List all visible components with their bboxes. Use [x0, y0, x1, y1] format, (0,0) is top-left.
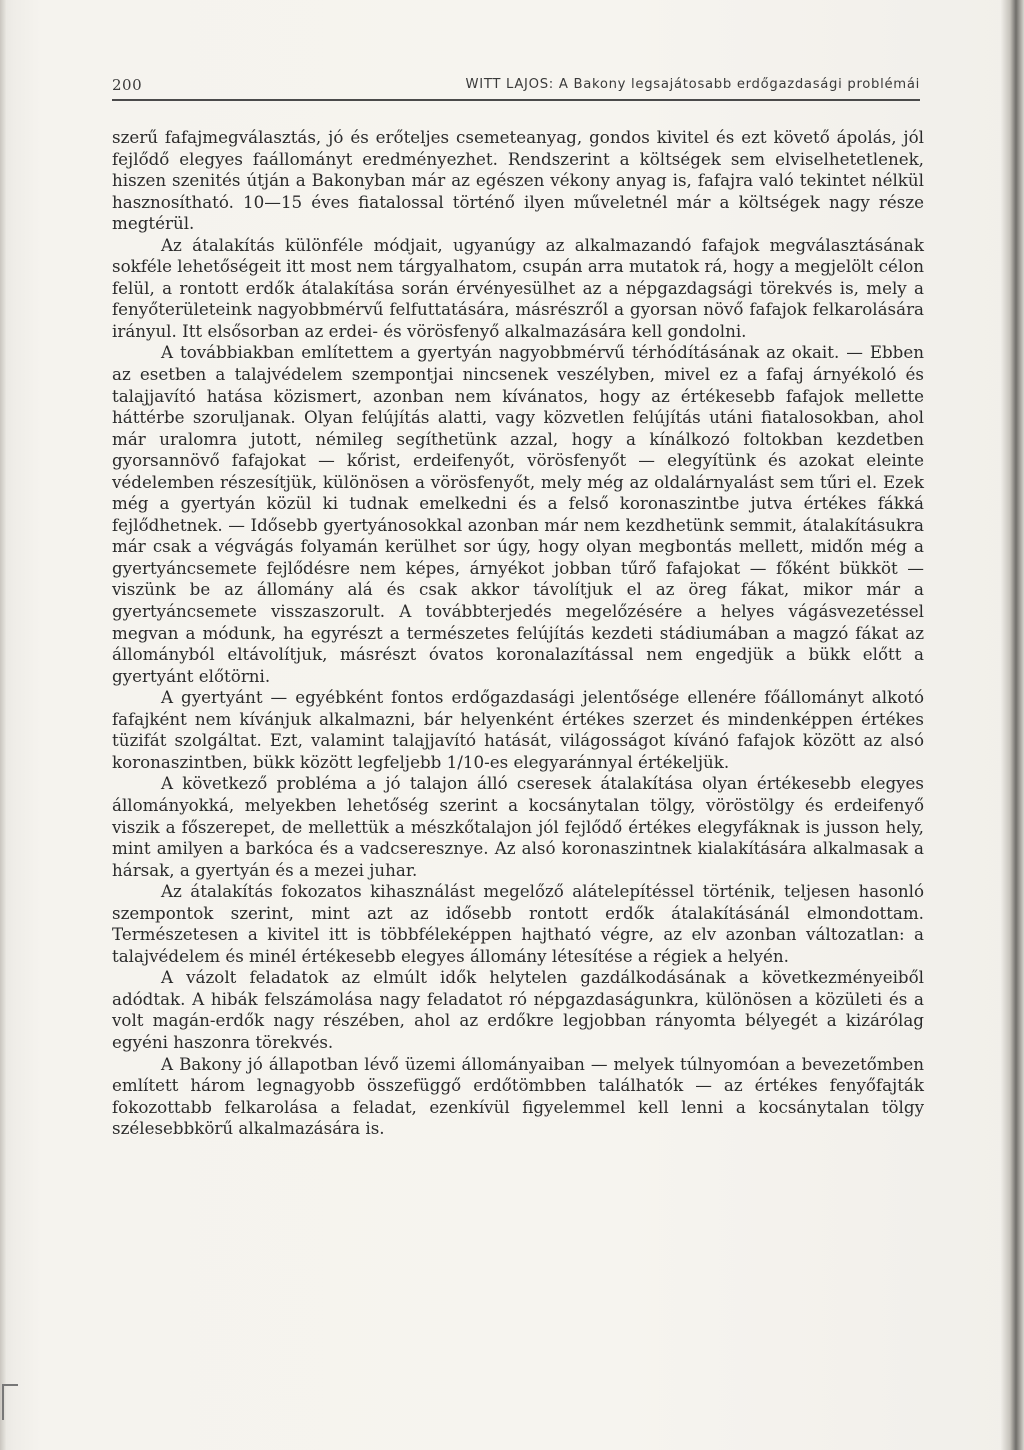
paragraph: A továbbiakban említettem a gyertyán nagyobbmérvű térhódításának az okait. — Ebben az esetben a talajvédelem szempontjai nincsenek veszélyben, mivel ez a fafaj árnyékoló és talajjavító hatása közismert, azonban nem kívánatos, hogy az értékesebb fafajok mellette háttérbe szoruljanak. Olyan felújítás alatti, vagy közvetlen felújítás utáni fiatalosokban, ahol már uralomra jutott, némileg segíthetünk azzal, hogy a kínálkozó foltokban kezdetben gyorsannövő fafajokat — kőrist, erdeifenyőt, vörösfenyőt — elegyítünk és azokat eleinte védelemben részesítjük, különösen a vörösfenyőt, mely még az oldalárnyalást sem tűri el. Ezek még a gyertyán közül ki tudnak emelkedni és a felső koronaszintbe jutva értékes fákká fejlődhetnek. — Idősebb gyertyánosokkal azonban már nem kezdhetünk semmit, átalakításukra már csak a végvágás folyamán kerülhet sor úgy, hogy olyan megbontás mellett, midőn még a gyertyáncsemete fejlődésre nem képes, árnyékot jobban tűrő fafajokat — főként bükköt — viszünk be az állomány alá és csak akkor távolítjuk el az öreg fákat, mikor már a gyertyáncsemete visszaszorult. A továbbterjedés megelőzésére a helyes vágásvezetéssel megvan a módunk, ha egyrészt a természetes felújítás kezdeti stádiumában a magzó fákat az állományból eltávolítjuk, másrészt óvatos koronalazítással nem engedjük a bükk előtt a gyertyánt előtörni. — [112, 342, 924, 686]
page-edge-right — [1000, 0, 1024, 1450]
paragraph: A Bakony jó állapotban lévő üzemi állományaiban — melyek túlnyomóan a bevezetőmben említett három legnagyobb összefüggő erdőtömbben találhatók — az értékes fenyőfajták fokozottabb felkarolása a feladat, ezenkívül figyelemmel kell lenni a kocsánytalan tölgy szélesebbkörű alkalmazására is. — [112, 1053, 924, 1139]
scan-corner-mark — [2, 1384, 18, 1420]
paragraph: Az átalakítás különféle módjait, ugyanúgy az alkalmazandó fafajok megválasztásának sokféle lehetőségeit itt most nem tárgyalhatom, csupán arra mutatok rá, hogy a megjelölt célon felül, a rontott erdők átalakítása során érvényesülhet az a népgazdagsági törekvés is, mely a fenyőterületeink nagyobbmérvű felfuttatására, másrészről a gyorsan növő fafajok felkarolására irányul. Itt elsősorban az erdei- és vörösfenyő alkalmazására kell gondolni. — [112, 234, 924, 341]
paragraph: A vázolt feladatok az elmúlt idők helytelen gazdálkodásának a következményeiből adódtak. A hibák felszámolása nagy feladatot ró népgazdaságunkra, különösen a közületi és a volt magán-erdők nagy részében, ahol az erdőkre legjobban rányomta bélyegét a kizárólag egyéni haszonra törekvés. — [112, 967, 924, 1052]
running-head: WITT LAJOS: A Bakony legsajátosabb erdőgazdasági problémái — [465, 77, 920, 92]
paragraph: A gyertyánt — egyébként fontos erdőgazdasági jelentősége ellenére főállományt alkotó fafajként nem kívánjuk alkalmazni, bár helyenként értékes szerzet és mindenképpen értékes tüzifát szolgáltat. Ezt, valamint talajjavító hatását, világosságot kívánó fafajok között az alsó koronaszintben, bükk között legfeljebb 1/10-es elegyaránnyal értékeljük. — [112, 687, 924, 772]
header-rule — [112, 99, 920, 101]
page-number: 200 — [112, 76, 143, 94]
paragraph: szerű fafajmegválasztás, jó és erőteljes csemeteanyag, gondos kivitel és ezt követő ápolás, jól fejlődő elegyes faállományt eredményezhet. Rendszerint a költségek sem elviselhetetlenek, hiszen szenités útján a Bakonyban már az egészen vékony anyag is, fafajra való tekintet nélkül hasznosítható. 10—15 éves fiatalossal történő ilyen műveletnél már a költségek nagy része megtérül. — [112, 127, 924, 234]
paragraph: A következő probléma a jó talajon álló cseresek átalakítása olyan értékesebb elegyes állományokká, melyekben lehetőség szerint a kocsánytalan tölgy, vöröstölgy és erdeifenyő viszik a főszerepet, de mellettük a mészkőtalajon jól fejlődő értékes elegyfáknak is jusson hely, mint amilyen a barkóca és a vadcseresznye. Az alsó koronaszintnek kialakítására alkalmasak a hársak, a gyertyán és a mezei juhar. — [112, 773, 924, 880]
page-edge-left — [0, 0, 6, 1450]
article-body — [112, 127, 924, 1140]
paragraph: Az átalakítás fokozatos kihasználást megelőző alátelepítéssel történik, teljesen hasonló szempontok szerint, mint azt az idősebb rontott erdők átalakításánál elmondottam. Természetesen a kivitel itt is többféleképpen hajtható végre, az elv azonban változatlan: a talajvédelem és minél értékesebb elegyes állomány létesítése a régiek a helyén. — [112, 881, 924, 966]
